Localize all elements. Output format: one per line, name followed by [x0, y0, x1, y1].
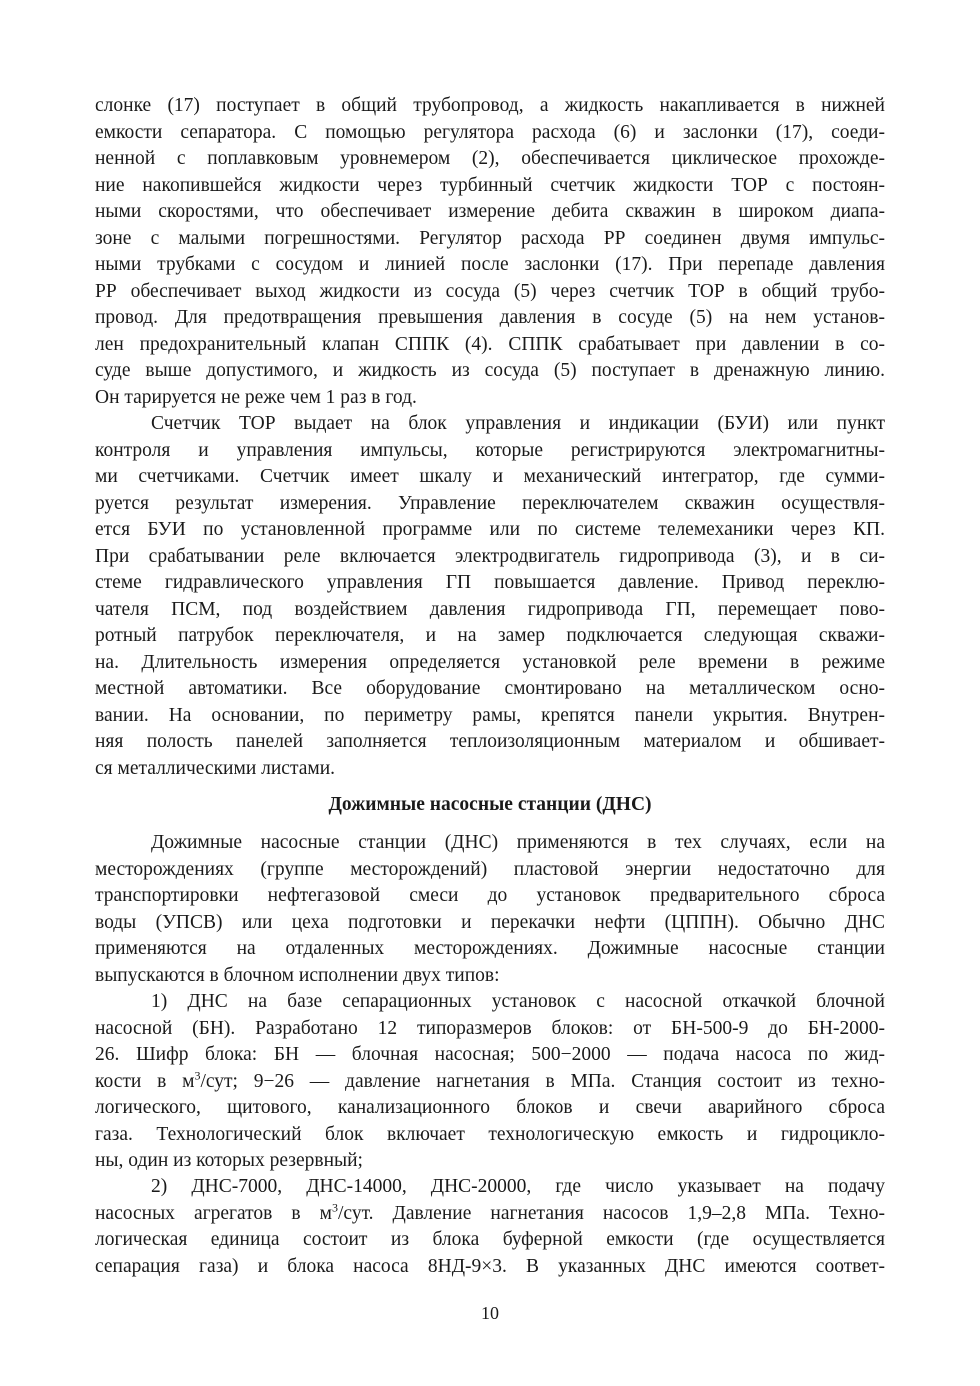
- text-line: суде выше допустимого, и жидкость из сосуда (5) поступает в дренажную линию.: [95, 360, 885, 381]
- text-line: емкости сепаратора. С помощью регулятора расхода (6) и заслонки (17), соеди-: [95, 121, 885, 143]
- paragraph-tor-counter: [95, 411, 885, 782]
- text-line: газа. Технологический блок включает технологическую емкость и гидроцикло-: [95, 1123, 885, 1145]
- text-line: местной автоматики. Все оборудование смонтировано на металлическом осно-: [95, 678, 885, 699]
- text-line: сепарация газа) и блока насоса 8НД-9×3. В указанных ДНС имеются соответ-: [95, 1255, 885, 1277]
- text-line: ние накопившейся жидкости через турбинный счетчик жидкости ТОР с постоян-: [95, 174, 885, 196]
- text-segment: кости в м: [95, 1070, 195, 1092]
- text-line: Дожимные насосные станции (ДНС) применяются в тех случаях, если на: [151, 832, 885, 853]
- text-line: слонке (17) поступает в общий трубопровод, а жидкость накапливается в нижней: [95, 95, 885, 116]
- text-segment: /сут. Давление нагнетания насосов 1,9–2,8 МПа. Техно-: [338, 1202, 885, 1224]
- text-line: логическая единица состоит из блока буферной емкости (где осуществляется: [95, 1229, 885, 1250]
- text-line: ротный патрубок переключателя, и на замер подключается следующая скважи-: [95, 625, 885, 646]
- text-line: ется БУИ по установленной программе или по системе телемеханики через КП.: [95, 519, 885, 540]
- text-line: ненной с поплавковым уровнемером (2), обеспечивается циклическое прохожде-: [95, 148, 885, 169]
- text-line: контроля и управления импульсы, которые регистрируются электромагнитны-: [95, 439, 885, 461]
- text-line: насосной (БН). Разработано 12 типоразмеров блоков: от БН-500-9 до БН-2000-: [95, 1017, 885, 1039]
- text-segment: /сут; 9−26 — давление нагнетания в МПа. Станция состоит из техно-: [200, 1070, 885, 1092]
- text-line: на. Длительность измерения определяется установкой реле времени в режиме: [95, 651, 885, 673]
- text-line: лен предохранительный клапан СППК (4). СППК срабатывает при давлении в со-: [95, 333, 885, 355]
- text-line: [95, 1201, 885, 1228]
- text-line: ны, один из которых резервный;: [95, 1150, 363, 1171]
- text-line: При срабатывании реле включается электродвигатель гидропривода (3), и в си-: [95, 545, 885, 567]
- text-line: вании. На основании, по периметру рамы, крепятся панели укрытия. Внутрен-: [95, 704, 885, 726]
- page-number: 10: [481, 1303, 499, 1323]
- text-line: РР обеспечивает выход жидкости из сосуда (5) через счетчик ТОР в общий трубо-: [95, 280, 885, 302]
- paragraph-separator-operation: [95, 93, 885, 411]
- text-line: 1) ДНС на базе сепарационных установок с насосной откачкой блочной: [151, 991, 885, 1012]
- text-line: Счетчик ТОР выдает на блок управления и индикации (БУИ) или пункт: [151, 413, 885, 434]
- text-line: чателя ПСМ, под воздействием давления гидропривода ГП, перемещает пово-: [95, 598, 885, 620]
- text-line: Он тарируется не реже чем 1 раз в год.: [95, 386, 417, 408]
- text-line: ся металлическими листами.: [95, 757, 336, 779]
- paragraph-dns-intro: [95, 830, 885, 989]
- text-line: [95, 1069, 885, 1096]
- text-line: выпускаются в блочном исполнении двух типов:: [95, 964, 500, 986]
- superscript: 3: [194, 1068, 201, 1082]
- text-line: воды (УПСВ) или цеха подготовки и перекачки нефти (ЦППН). Обычно ДНС: [95, 911, 885, 933]
- paragraph-dns-type-1: [95, 989, 885, 1175]
- text-line: месторождениях (группе месторождений) пластовой энергии недостаточно для: [95, 858, 885, 880]
- paragraph-dns-type-2: [95, 1174, 885, 1280]
- text-line: стеме гидравлического управления ГП повышается давление. Привод переклю-: [95, 572, 885, 593]
- text-line: ными трубками с сосудом и линией после заслонки (17). При перепаде давления: [95, 254, 885, 275]
- text-line: руется результат измерения. Управление переключателем скважин осуществля-: [95, 492, 885, 514]
- superscript: 3: [332, 1200, 338, 1214]
- text-line: логического, щитового, канализационного блоков и свечи аварийного сброса: [95, 1097, 885, 1118]
- text-line: ми счетчиками. Счетчик имеет шкалу и механический интегратор, где сумми-: [95, 466, 885, 487]
- section-heading: Дожимные насосные станции (ДНС): [328, 794, 652, 815]
- text-line: 2) ДНС-7000, ДНС-14000, ДНС-20000, где число указывает на подачу: [151, 1176, 885, 1197]
- text-line: 26. Шифр блока: БН — блочная насосная; 500−2000 — подача насоса по жид-: [95, 1044, 885, 1065]
- text-line: зоне с малыми погрешностями. Регулятор расхода РР соединен двумя импульс-: [95, 227, 885, 249]
- text-line: ными скоростями, что обеспечивает измерение дебита скважин в широком диапа-: [95, 201, 885, 222]
- text-segment: насосных агрегатов в м: [95, 1202, 332, 1224]
- text-line: провод. Для предотвращения превышения давления в сосуде (5) на нем установ-: [95, 307, 885, 328]
- text-line: транспортировки нефтегазовой смеси до установок предварительного сброса: [95, 885, 885, 906]
- text-line: применяются на отдаленных месторождениях. Дожимные насосные станции: [95, 938, 885, 959]
- text-line: няя полость панелей заполняется теплоизоляционным материалом и обшивает-: [95, 731, 885, 752]
